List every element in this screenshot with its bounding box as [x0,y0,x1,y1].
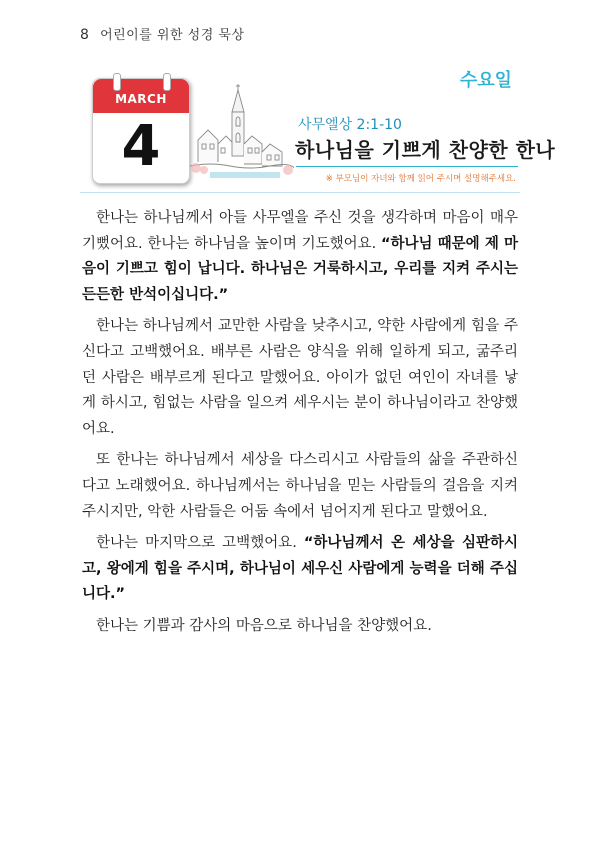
paragraph [82,448,518,525]
town-church-illustration [190,82,294,182]
text-segment: 또 한나는 하나님께서 세상을 다스리시고 사람들의 삶을 주관하신다고 노래했어요. 하나님께서는 하나님을 믿는 사람들의 걸음을 지켜 주시지만, 악한 사람들은 어둠 속에서 넘어지게 된다고 말했어요. [82,452,518,520]
scripture-reference: 사무엘상 2:1-10 [298,117,402,133]
text-segment: 한나는 하나님께서 아들 사무엘을 주신 것을 생각하며 마음이 매우 기뻤어요. 한나는 하나님을 높이며 기도했어요. [82,210,518,252]
quote-segment: “하나님 때문에 제 마음이 기쁘고 힘이 납니다. 하나님은 거룩하시고, 우리를 지켜 주시는 든든한 반석이십니다.” [82,235,518,303]
text-segment: 한나는 마지막으로 고백했어요. [96,535,304,552]
running-header [80,24,245,43]
header-divider [80,192,520,193]
paragraph [82,614,518,640]
page-title: 하나님을 기쁘게 찬양한 한나 [295,138,556,162]
title-underline [296,166,518,167]
body-text [82,206,518,646]
quote-segment: “하나님께서 온 세상을 심판하시고, 왕에게 힘을 주시며, 하나님이 세우신 사람에게 능력을 더해 주십니다.” [82,535,519,603]
weekday-label: 수요일 [459,70,512,91]
paragraph [82,206,518,308]
calendar-icon [92,78,190,184]
page-number: 8 [80,27,90,43]
paragraph [82,531,518,608]
text-segment: 한나는 기쁨과 감사의 마음으로 하나님을 찬양했어요. [96,617,432,634]
calendar-month: MARCH [115,92,167,106]
calendar-day: 4 [121,114,161,179]
calendar-ring [113,73,121,91]
paragraph [82,314,518,442]
text-segment: 한나는 하나님께서 교만한 사람을 낮추시고, 약한 사람에게 힘을 주신다고 고백했어요. 배부른 사람은 양식을 위해 일하게 되고, 굶주리던 사람은 배부르게 된다고 말했어요. 아이가 없던 여인이 자녀를 낳게 하시고, 힘없는 사람을 일으켜 세우시는 분이 하나님이라고 찬양했어요. [82,318,518,437]
parent-note: ※ 부모님이 자녀와 함께 읽어 주시며 설명해주세요. [325,174,516,184]
calendar-ring [163,73,171,91]
book-title: 어린이를 위한 성경 묵상 [100,28,245,43]
